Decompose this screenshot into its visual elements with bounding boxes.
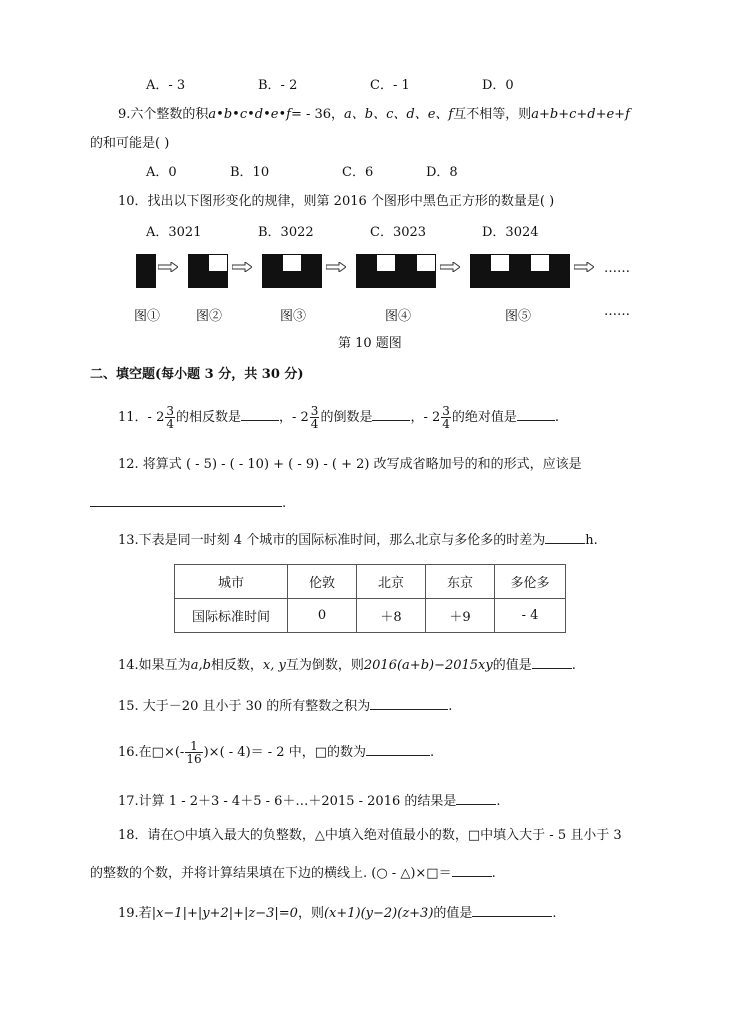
q9-option-c: C．6 (342, 165, 374, 180)
q11-sep1: ，- 2 (279, 410, 309, 425)
q11-part1: 的相反数是 (175, 410, 241, 425)
table-cell: ＋9 (426, 599, 495, 633)
q11-sep2: ，- 2 (410, 410, 441, 425)
q14-mid1: 相反数， (210, 658, 263, 673)
figure-column (416, 254, 436, 288)
table-cell: - 4 (495, 599, 566, 633)
q13-text: 13.下表是同一时刻 4 个城市的国际标准时间，那么北京与多伦多的时差为 (118, 533, 546, 548)
q10-option-c: C．3023 (370, 225, 427, 240)
table-cell: 城市 (175, 565, 288, 599)
q12-end: . (282, 496, 287, 511)
q15-end: . (448, 699, 453, 714)
timezone-table (174, 564, 566, 633)
q16 (118, 733, 434, 773)
q16-prefix: 16.在□×(- (118, 745, 185, 760)
q11 (118, 398, 559, 438)
q18-line2 (90, 864, 496, 880)
q11-part2: 的倒数是 (320, 410, 373, 425)
figure-column (262, 254, 282, 288)
q19-prefix: 19.若 (118, 906, 152, 921)
q9-vars: a、b、c、d、e、f (344, 107, 454, 122)
q14-xy: x, y (262, 658, 286, 673)
q18-line1: 18．请在○中填入最大的负整数，△中填入绝对值最小的数，□中填入大于 - 5 且小于 3 (118, 828, 622, 843)
q17-text: 17.计算 1 - 2＋3 - 4＋5 - 6＋…＋2015 - 2016 的结果是 (118, 794, 457, 809)
table-cell: 多伦多 (495, 565, 566, 599)
table-cell: 国际标准时间 (175, 599, 288, 633)
q16-blank[interactable] (366, 743, 430, 756)
figure-column (510, 254, 530, 288)
q8-option-a: A．- 3 (146, 78, 186, 93)
q10-option-d: D．3024 (482, 225, 539, 240)
figure-label-ellipsis: …… (604, 304, 630, 319)
q12-line1: 12. 将算式 ( - 5) - ( - 10) + ( - 9) - ( + 2) 改写成省略加号的和的形式，应该是 (118, 457, 582, 472)
figure-column (356, 254, 376, 288)
arrow-icon (326, 262, 346, 272)
figure-label-3: 图③ (280, 309, 307, 324)
table-row (175, 565, 566, 599)
q11-end: . (554, 410, 560, 425)
q10-caption: 第 10 题图 (338, 336, 402, 351)
q19-mid: ，则 (297, 906, 324, 921)
arrow-icon (158, 262, 178, 272)
q16-mid: )×( - 4)＝ - 2 中，□的数为 (203, 745, 366, 760)
q8-option-c: C．- 1 (370, 78, 410, 93)
table-cell: 0 (288, 599, 357, 633)
arrow-icon (232, 262, 252, 272)
q13-unit: h. (585, 533, 598, 548)
q17-blank[interactable] (456, 792, 496, 805)
arrow-icon (574, 262, 594, 272)
q13-line (118, 531, 598, 547)
figure-column (208, 254, 228, 288)
figure-label-1: 图① (134, 309, 161, 324)
q9-option-d: D．8 (426, 165, 458, 180)
q11-fraction-2: $\frac{3}{4}$ (310, 404, 319, 431)
figure-column (470, 254, 490, 288)
q14-end: 的值是 (492, 658, 532, 673)
q9-prefix: 9.六个整数的积 (118, 107, 209, 122)
arrow-icon (440, 262, 460, 272)
q11-fraction-3: $\frac{3}{4}$ (442, 404, 450, 431)
figure-column (396, 254, 416, 288)
q14-ab: a,b (190, 658, 211, 673)
q11-blank-3[interactable] (517, 408, 555, 421)
q12-blank[interactable] (90, 494, 282, 507)
q16-fraction: $\frac{1}{16}$ (186, 739, 202, 766)
q10-option-b: B．3022 (258, 225, 314, 240)
q17-end: . (496, 794, 501, 809)
q9-line2: 的和可能是( ) (90, 136, 170, 151)
q8-option-b: B．- 2 (258, 78, 298, 93)
q10-option-a: A．3021 (146, 225, 202, 240)
table-cell: 伦敦 (288, 565, 357, 599)
q9-mid2: 互不相等，则 (453, 107, 532, 122)
figure-label-4: 图④ (385, 309, 412, 324)
figure-column (302, 254, 322, 288)
section2-title: 二、填空题(每小题 3 分，共 30 分) (90, 367, 304, 382)
q8-option-d: D．0 (482, 78, 514, 93)
figure-column (376, 254, 396, 288)
q9-product: a•b•c•d•e•f (208, 107, 291, 122)
q14-blank[interactable] (532, 656, 572, 669)
q15-blank[interactable] (370, 697, 448, 710)
q18-text: 的整数的个数，并将计算结果填在下边的横线上. (○ - △)×□＝ (90, 866, 452, 881)
q19-dot: . (552, 906, 557, 921)
q14-expr: 2016(a+b)−2015xy (363, 658, 493, 673)
q19-end: 的值是 (433, 906, 473, 921)
q11-blank-2[interactable] (372, 408, 410, 421)
q11-blank-1[interactable] (241, 408, 279, 421)
figure-column (188, 254, 208, 288)
table-cell: 东京 (426, 565, 495, 599)
q11-fraction-1: $\frac{3}{4}$ (166, 404, 174, 431)
q14 (118, 656, 576, 672)
q15 (118, 697, 452, 713)
q18-blank[interactable] (452, 864, 492, 877)
table-row (175, 599, 566, 633)
q17 (118, 792, 501, 808)
q19-expr1: |x−1|+|y+2|+|z−3|=0 (151, 906, 298, 921)
q11-part3: 的绝对值是 (451, 410, 517, 425)
figure-label-5: 图⑤ (505, 309, 532, 324)
table-cell: ＋8 (357, 599, 426, 633)
q9-mid: = - 36， (290, 107, 345, 122)
q19 (118, 904, 557, 920)
figure-column (490, 254, 510, 288)
q19-blank[interactable] (472, 904, 552, 917)
q14-mid2: 互为倒数，则 (285, 658, 364, 673)
q14-prefix: 14.如果互为 (118, 658, 191, 673)
figure-column (530, 254, 550, 288)
q11-prefix: 11．- 2 (118, 410, 165, 425)
q10-text: 10．找出以下图形变化的规律，则第 2016 个图形中黑色正方形的数量是( ) (118, 194, 555, 209)
figure-label-2: 图② (196, 309, 223, 324)
figure-ellipsis: …… (604, 261, 630, 276)
figure-column (550, 254, 570, 288)
q12-line2 (90, 494, 286, 510)
q15-text: 15. 大于－20 且小于 30 的所有整数之积为 (118, 699, 371, 714)
q9-sum: a+b+c+d+e+f (531, 107, 630, 122)
q13-blank[interactable] (545, 531, 585, 544)
q9-option-a: A．0 (146, 165, 177, 180)
figure-column (136, 254, 156, 288)
q14-dot: . (571, 658, 576, 673)
q18-end: . (491, 866, 496, 881)
q19-expr2: (x+1)(y−2)(z+3) (323, 906, 434, 921)
q9-line1 (118, 108, 630, 121)
table-cell: 北京 (357, 565, 426, 599)
figure-column (282, 254, 302, 288)
q16-end: . (430, 745, 435, 760)
q9-option-b: B．10 (230, 165, 270, 180)
